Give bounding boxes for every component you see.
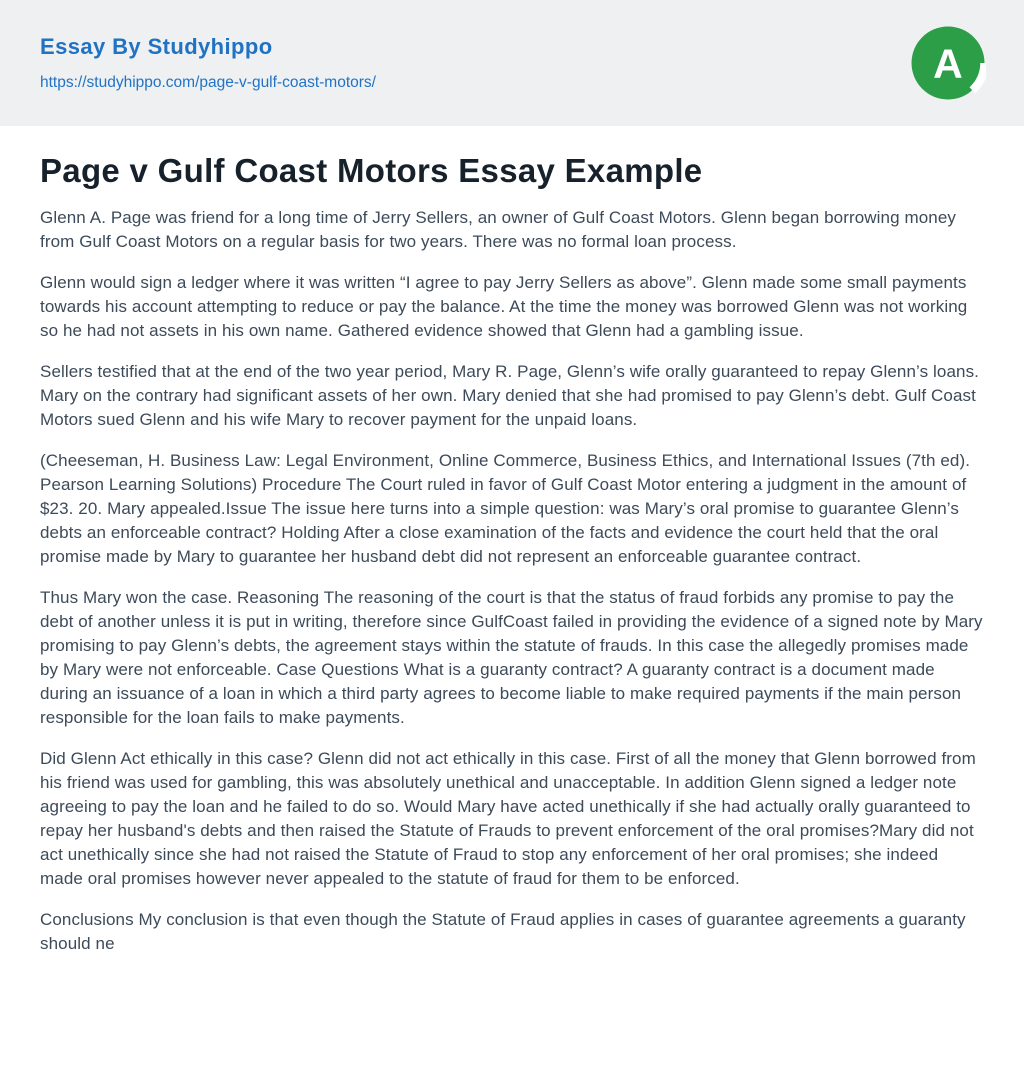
essay-paragraph: Did Glenn Act ethically in this case? Glenn did not act ethically in this case. First of all the money that Glenn borrowed from his friend was used for gambling, this was absolutely unethical and unacceptable. In addition Glenn signed a ledger note agreeing to pay the loan and he failed to do so. Would Mary have acted unethically if she had actually orally guaranteed to repay her husband's debts and then raised the Statute of Frauds to prevent enforcement of the oral promises?Mary did not act unethically since she had not raised the Statute of Fraud to stop any enforcement of her oral promises; she indeed made oral promises however never appealed to the statute of fraud for them to be enforced. xyxy=(40,749,976,888)
essay-paragraph: Glenn A. Page was friend for a long time of Jerry Sellers, an owner of Gulf Coast Motors. Glenn began borrowing money from Gulf Coast Motors on a regular basis for two years. There was no formal loan process. xyxy=(40,208,956,251)
essay-title: Page v Gulf Coast Motors Essay Example xyxy=(40,152,703,189)
essay-content xyxy=(0,126,1024,956)
essay-paragraph: Conclusions My conclusion is that even though the Statute of Fraud applies in cases of guarantee agreements a guaranty should ne xyxy=(40,910,966,953)
source-url-link[interactable]: https://studyhippo.com/page-v-gulf-coast-motors/ xyxy=(40,74,376,91)
studyhippo-logo-icon[interactable] xyxy=(910,25,986,101)
essay-paragraph: (Cheeseman, H. Business Law: Legal Environment, Online Commerce, Business Ethics, and International Issues (7th ed). Pearson Learning Solutions) Procedure The Court ruled in favor of Gulf Coast Motor entering a judgment in the amount of $23. 20. Mary appealed.Issue The issue here turns into a simple question: was Mary’s oral promise to guarantee Glenn’s debts an enforceable contract? Holding After a close examination of the facts and evidence the court held that the oral promise made by Mary to guarantee her husband debt did not represent an enforceable guarantee contract. xyxy=(40,451,971,566)
site-header xyxy=(0,0,1024,126)
essay-paragraph: Sellers testified that at the end of the two year period, Mary R. Page, Glenn’s wife orally guaranteed to repay Glenn’s loans. Mary on the contrary had significant assets of her own. Mary denied that she had promised to pay Glenn’s debt. Gulf Coast Motors sued Glenn and his wife Mary to recover payment for the unpaid loans. xyxy=(40,362,979,429)
brand-title[interactable]: Essay By Studyhippo xyxy=(40,34,273,59)
svg-text:A: A xyxy=(933,40,963,87)
essay-paragraph: Glenn would sign a ledger where it was written “I agree to pay Jerry Sellers as above”. Glenn made some small payments towards his account attempting to reduce or pay the balance. At the time the money was borrowed Glenn was not working so he had not assets in his own name. Gathered evidence showed that Glenn had a gambling issue. xyxy=(40,273,968,340)
header-brand-block xyxy=(40,34,376,92)
essay-paragraph: Thus Mary won the case. Reasoning The reasoning of the court is that the status of fraud forbids any promise to pay the debt of another unless it is put in writing, therefore since GulfCoast failed in providing the evidence of a signed note by Mary promising to pay Glenn’s debts, the agreement stays within the statute of frauds. In this case the allegedly promises made by Mary were not enforceable. Case Questions What is a guaranty contract? A guaranty contract is a document made during an issuance of a loan in which a third party agrees to become liable to make required payments if the main person responsible for the loan fails to make payments. xyxy=(40,588,983,727)
